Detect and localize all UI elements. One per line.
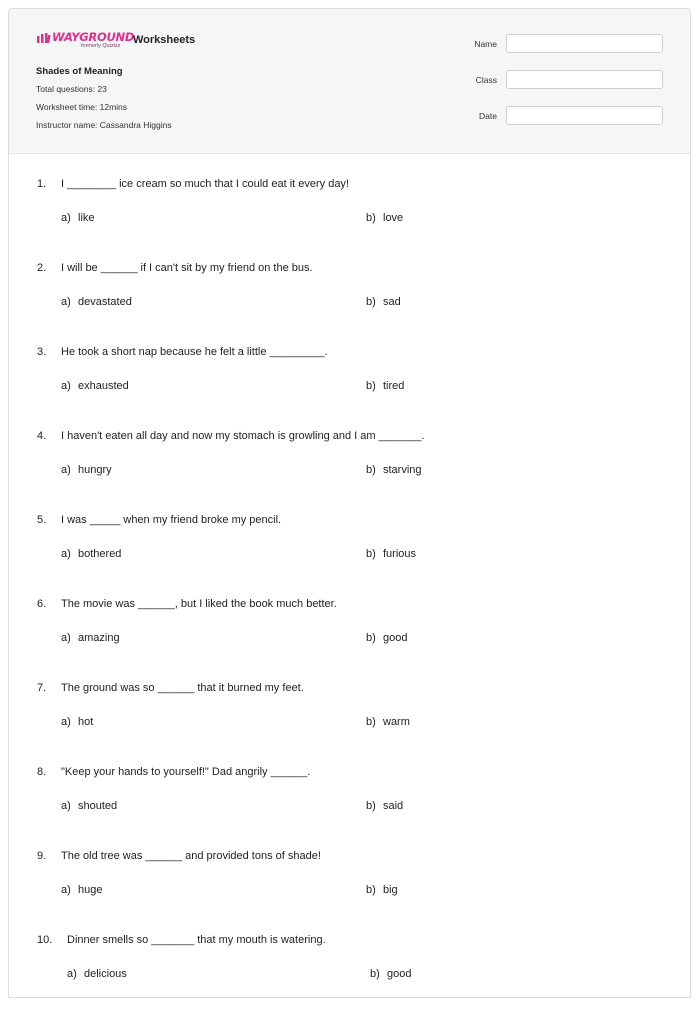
class-label: Class xyxy=(475,75,497,85)
name-label: Name xyxy=(474,39,497,49)
option-letter: b) xyxy=(366,716,376,728)
option-a xyxy=(61,212,95,224)
question-number: 7. xyxy=(37,682,47,694)
option-text: sad xyxy=(383,296,401,308)
question-text: I will be ______ if I can't sit by my friend on the bus. xyxy=(61,262,313,274)
question-number: 4. xyxy=(37,430,47,442)
worksheet-time: Worksheet time: 12mins xyxy=(36,102,128,112)
option-text: delicious xyxy=(84,968,127,980)
option-b xyxy=(366,800,403,812)
question-item xyxy=(9,514,692,598)
option-text: starving xyxy=(383,464,422,476)
question-text: I ________ ice cream so much that I could eat it every day! xyxy=(61,178,349,190)
option-b xyxy=(366,212,403,224)
brand-title: Worksheets xyxy=(133,34,196,46)
question-item xyxy=(9,598,692,682)
option-a xyxy=(67,968,127,980)
option-letter: b) xyxy=(366,464,376,476)
instructor-name: Instructor name: Cassandra Higgins xyxy=(36,120,172,130)
option-letter: a) xyxy=(61,380,71,392)
question-number: 2. xyxy=(37,262,47,274)
option-letter: a) xyxy=(61,296,71,308)
logo-subtitle: formerly Quizizz xyxy=(81,43,121,49)
option-a xyxy=(61,884,102,896)
option-letter: a) xyxy=(61,884,71,896)
option-b xyxy=(370,968,411,980)
option-text: big xyxy=(383,884,398,896)
option-b xyxy=(366,716,410,728)
question-text: I was _____ when my friend broke my pencil. xyxy=(61,514,282,526)
option-text: like xyxy=(78,212,95,224)
option-letter: b) xyxy=(366,380,376,392)
question-number: 3. xyxy=(37,346,47,358)
option-b xyxy=(366,464,422,476)
worksheet-title: Shades of Meaning xyxy=(36,66,123,77)
question-number: 8. xyxy=(37,766,47,778)
option-text: love xyxy=(383,212,404,224)
option-text: furious xyxy=(383,548,417,560)
option-letter: b) xyxy=(366,296,376,308)
question-text: I haven't eaten all day and now my stomach is growling and I am _______. xyxy=(61,430,425,442)
option-a xyxy=(61,716,93,728)
question-number: 1. xyxy=(37,178,47,190)
option-letter: a) xyxy=(61,548,71,560)
question-item xyxy=(9,682,692,766)
option-text: good xyxy=(383,632,408,644)
option-letter: a) xyxy=(61,632,71,644)
option-letter: a) xyxy=(61,800,71,812)
question-number: 5. xyxy=(37,514,47,526)
option-text: exhausted xyxy=(78,380,129,392)
option-text: devastated xyxy=(78,296,132,308)
option-letter: b) xyxy=(366,884,376,896)
question-item xyxy=(9,262,692,346)
option-letter: b) xyxy=(366,212,376,224)
option-text: said xyxy=(383,800,404,812)
option-a xyxy=(61,548,121,560)
option-text: hungry xyxy=(78,464,112,476)
option-text: good xyxy=(387,968,412,980)
total-questions: Total questions: 23 xyxy=(36,84,107,94)
logo-text: WAYGROUND xyxy=(52,30,135,44)
class-field[interactable] xyxy=(506,70,663,89)
option-a xyxy=(61,800,117,812)
worksheet-header xyxy=(9,9,690,154)
question-number: 9. xyxy=(37,850,47,862)
question-number: 6. xyxy=(37,598,47,610)
option-letter: b) xyxy=(370,968,380,980)
question-item xyxy=(9,766,692,850)
option-text: shouted xyxy=(78,800,118,812)
option-letter: a) xyxy=(67,968,77,980)
option-b xyxy=(366,632,407,644)
option-a xyxy=(61,464,112,476)
question-text: Dinner smells so _______ that my mouth is watering. xyxy=(67,934,326,946)
option-text: bothered xyxy=(78,548,122,560)
option-letter: a) xyxy=(61,212,71,224)
option-a xyxy=(61,296,132,308)
date-label: Date xyxy=(479,111,497,121)
option-b xyxy=(366,884,398,896)
option-letter: a) xyxy=(61,464,71,476)
question-text: The movie was ______, but I liked the book much better. xyxy=(61,598,337,610)
option-b xyxy=(366,380,404,392)
option-letter: b) xyxy=(366,548,376,560)
question-item xyxy=(9,430,692,514)
option-text: hot xyxy=(78,716,94,728)
option-letter: b) xyxy=(366,800,376,812)
date-field[interactable] xyxy=(506,106,663,125)
option-a xyxy=(61,632,120,644)
question-item xyxy=(9,346,692,430)
option-letter: a) xyxy=(61,716,71,728)
question-text: "Keep your hands to yourself!" Dad angrily ______. xyxy=(61,766,311,778)
option-b xyxy=(366,296,401,308)
question-item xyxy=(9,850,692,934)
worksheet-page xyxy=(8,8,691,998)
question-item xyxy=(9,934,692,1018)
question-text: The old tree was ______ and provided tons of shade! xyxy=(61,850,321,862)
option-letter: b) xyxy=(366,632,376,644)
option-text: tired xyxy=(383,380,405,392)
logo-mark-icon xyxy=(37,33,51,43)
option-text: warm xyxy=(383,716,410,728)
option-text: amazing xyxy=(78,632,120,644)
option-a xyxy=(61,380,129,392)
name-field[interactable] xyxy=(506,34,663,53)
question-text: The ground was so ______ that it burned my feet. xyxy=(61,682,304,694)
option-b xyxy=(366,548,416,560)
question-text: He took a short nap because he felt a little _________. xyxy=(61,346,328,358)
question-item xyxy=(9,178,692,262)
wayground-logo xyxy=(35,29,135,53)
question-number: 10. xyxy=(37,934,53,946)
option-text: huge xyxy=(78,884,103,896)
